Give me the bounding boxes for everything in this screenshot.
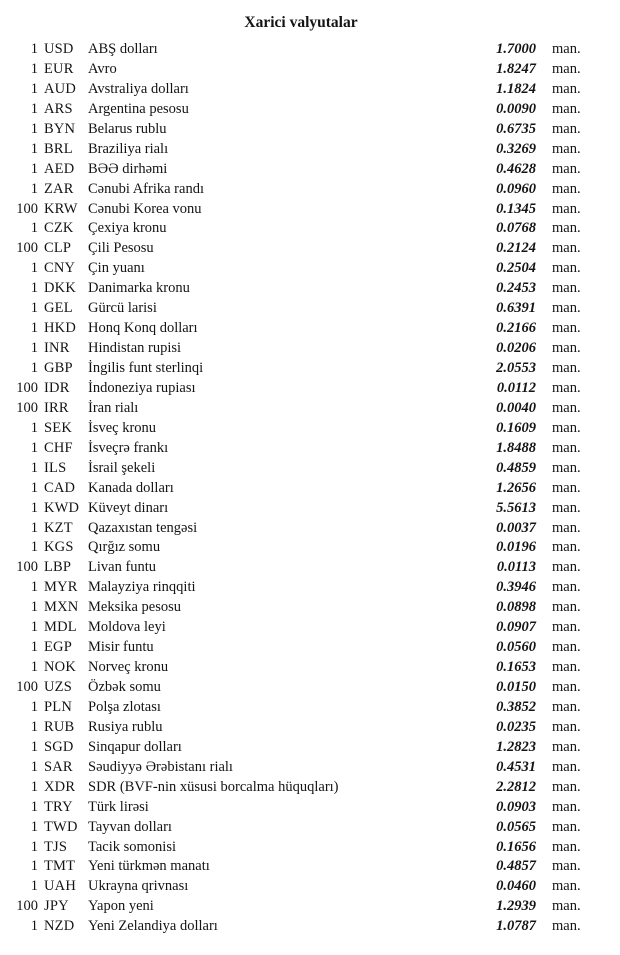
unit-label-cell: man.	[552, 340, 581, 357]
currency-name-cell: Belarus rublu	[88, 120, 167, 137]
table-row	[14, 180, 588, 200]
quantity-cell: 1	[30, 858, 38, 875]
currency-name-cell: Türk lirəsi	[88, 798, 149, 815]
currency-code-cell: ZAR	[44, 180, 74, 197]
rate-value-cell: 0.0112	[496, 379, 536, 396]
quantity-cell: 1	[30, 539, 38, 556]
currency-name-cell: İsveçrə frankı	[88, 439, 169, 456]
currency-code-cell: CZK	[44, 220, 74, 237]
table-row	[14, 479, 588, 499]
unit-label-cell: man.	[552, 758, 581, 775]
quantity-cell: 1	[30, 818, 38, 835]
unit-label-cell: man.	[552, 659, 581, 676]
table-row	[14, 439, 588, 459]
table-row	[14, 160, 588, 180]
unit-label-cell: man.	[552, 140, 581, 157]
currency-code-cell: IRR	[44, 399, 69, 416]
currency-name-cell: Qazaxıstan tengəsi	[88, 519, 198, 536]
rate-value-cell: 0.6735	[496, 120, 536, 137]
currency-name-cell: Tacik somonisi	[88, 838, 176, 855]
quantity-cell: 1	[30, 320, 38, 337]
quantity-cell: 1	[30, 758, 38, 775]
unit-label-cell: man.	[552, 878, 581, 895]
quantity-cell: 1	[30, 100, 38, 117]
currency-name-cell: Səudiyyə Ərəbistanı rialı	[88, 758, 233, 775]
quantity-cell: 1	[30, 499, 38, 516]
currency-name-cell: BƏƏ dirhəmi	[88, 160, 168, 177]
rate-value-cell: 1.8247	[496, 60, 536, 77]
unit-label-cell: man.	[552, 360, 581, 376]
currency-code-cell: GBP	[44, 360, 73, 376]
rate-value-cell: 0.2453	[496, 280, 536, 297]
rate-value-cell: 0.0150	[496, 679, 536, 695]
table-row	[14, 359, 588, 379]
rate-value-cell: 0.0196	[496, 539, 536, 556]
unit-label-cell: man.	[552, 459, 581, 476]
table-row	[14, 678, 588, 698]
rate-value-cell: 1.8488	[496, 439, 536, 456]
currency-name-cell: Yeni Zelandiya dolları	[88, 918, 218, 935]
currency-code-cell: PLN	[44, 698, 72, 715]
table-row	[14, 818, 588, 838]
currency-code-cell: RUB	[44, 718, 75, 735]
table-row	[14, 778, 588, 798]
rate-value-cell: 0.0235	[496, 718, 536, 735]
currency-code-cell: EUR	[44, 60, 74, 77]
rate-value-cell: 0.0037	[496, 519, 536, 536]
currency-code-cell: GEL	[44, 300, 73, 317]
rate-value-cell: 5.5613	[496, 499, 536, 516]
quantity-cell: 1	[30, 698, 38, 715]
unit-label-cell: man.	[552, 519, 581, 536]
table-row	[14, 100, 588, 120]
currency-code-cell: BRL	[44, 140, 73, 157]
currency-name-cell: Ukrayna qrivnası	[88, 878, 189, 895]
quantity-cell: 1	[30, 918, 38, 935]
quantity-cell: 100	[16, 559, 38, 576]
unit-label-cell: man.	[552, 260, 581, 277]
currency-name-cell: Malayziya rinqqiti	[88, 579, 196, 596]
currency-code-cell: UZS	[44, 679, 72, 695]
unit-label-cell: man.	[552, 738, 581, 755]
table-row	[14, 538, 588, 558]
rate-value-cell: 2.2812	[496, 778, 536, 795]
currency-name-cell: Honq Konq dolları	[88, 320, 198, 337]
quantity-cell: 1	[30, 160, 38, 177]
unit-label-cell: man.	[552, 100, 581, 117]
currency-name-cell: Misir funtu	[88, 639, 154, 656]
currency-code-cell: CLP	[44, 240, 72, 257]
currency-code-cell: UAH	[44, 878, 77, 895]
currency-name-cell: Braziliya rialı	[88, 140, 169, 157]
currency-code-cell: AUD	[44, 80, 77, 97]
currency-name-cell: ABŞ dolları	[88, 41, 158, 57]
quantity-cell: 1	[30, 639, 38, 656]
rate-value-cell: 0.1656	[496, 838, 536, 855]
quantity-cell: 1	[30, 878, 38, 895]
rate-value-cell: 0.3946	[496, 579, 536, 596]
rate-value-cell: 0.0768	[496, 220, 536, 237]
rate-value-cell: 0.0960	[496, 180, 536, 197]
rate-value-cell: 1.2823	[496, 738, 536, 755]
unit-label-cell: man.	[552, 160, 581, 177]
currency-name-cell: Avro	[88, 60, 117, 77]
rate-value-cell: 0.2504	[496, 260, 536, 277]
currency-code-cell: ARS	[44, 100, 73, 117]
table-row	[14, 459, 588, 479]
table-row	[14, 558, 588, 578]
quantity-cell: 1	[30, 260, 38, 277]
quantity-cell: 1	[30, 41, 38, 57]
quantity-cell: 1	[30, 798, 38, 815]
table-row	[14, 319, 588, 339]
quantity-cell: 1	[30, 220, 38, 237]
currency-name-cell: Danimarka kronu	[88, 280, 190, 297]
rate-value-cell: 0.0560	[496, 639, 536, 656]
quantity-cell: 1	[30, 180, 38, 197]
quantity-cell: 100	[16, 200, 38, 217]
unit-label-cell: man.	[552, 479, 581, 496]
unit-label-cell: man.	[552, 619, 581, 636]
currency-name-cell: İndoneziya rupiası	[88, 379, 196, 396]
rate-value-cell: 1.7000	[496, 41, 536, 57]
quantity-cell: 1	[30, 579, 38, 596]
quantity-cell: 100	[16, 679, 38, 695]
unit-label-cell: man.	[552, 798, 581, 815]
currency-name-cell: Küveyt dinarı	[88, 499, 169, 516]
table-row	[14, 259, 588, 279]
currency-name-cell: Tayvan dolları	[88, 818, 172, 835]
currency-name-cell: Hindistan rupisi	[88, 340, 182, 357]
currency-code-cell: NOK	[44, 659, 77, 676]
unit-label-cell: man.	[552, 120, 581, 137]
table-row	[14, 499, 588, 519]
rate-value-cell: 0.1345	[496, 200, 536, 217]
currency-name-cell: Meksika pesosu	[88, 599, 182, 616]
rate-value-cell: 0.0460	[496, 878, 536, 895]
table-row	[14, 718, 588, 738]
rate-value-cell: 0.0903	[496, 798, 536, 815]
table-row	[14, 120, 588, 140]
rate-value-cell: 0.0206	[496, 340, 536, 357]
table-row	[14, 798, 588, 818]
quantity-cell: 1	[30, 659, 38, 676]
rate-value-cell: 0.6391	[496, 300, 536, 317]
rate-value-cell: 0.0898	[496, 599, 536, 616]
currency-name-cell: Kanada dolları	[88, 479, 174, 496]
unit-label-cell: man.	[552, 918, 581, 935]
table-row	[14, 40, 588, 60]
currency-name-cell: Çili Pesosu	[88, 240, 154, 257]
rate-value-cell: 0.4531	[496, 758, 536, 775]
unit-label-cell: man.	[552, 180, 581, 197]
currency-code-cell: SEK	[44, 419, 72, 436]
table-row	[14, 200, 588, 220]
rate-value-cell: 1.0787	[496, 918, 536, 935]
currency-code-cell: TMT	[44, 858, 76, 875]
table-row	[14, 698, 588, 718]
currency-code-cell: MYR	[44, 579, 78, 596]
currency-name-cell: Cənubi Korea vonu	[88, 200, 202, 217]
currency-name-cell: Yapon yeni	[88, 898, 154, 915]
currency-code-cell: KRW	[44, 200, 78, 217]
unit-label-cell: man.	[552, 280, 581, 297]
currency-name-cell: Gürcü larisi	[88, 300, 157, 317]
currency-code-cell: INR	[44, 340, 70, 357]
quantity-cell: 1	[30, 599, 38, 616]
currency-code-cell: ILS	[44, 459, 67, 476]
unit-label-cell: man.	[552, 499, 581, 516]
quantity-cell: 1	[30, 838, 38, 855]
rate-value-cell: 0.1653	[496, 659, 536, 676]
table-row	[14, 80, 588, 100]
table-row	[14, 239, 588, 259]
table-row	[14, 877, 588, 897]
unit-label-cell: man.	[552, 818, 581, 835]
table-row	[14, 578, 588, 598]
currency-code-cell: CAD	[44, 479, 76, 496]
table-row	[14, 140, 588, 160]
rate-value-cell: 2.0553	[496, 360, 536, 376]
currency-name-cell: Çexiya kronu	[88, 220, 167, 237]
rate-value-cell: 0.3269	[496, 140, 536, 157]
quantity-cell: 1	[30, 519, 38, 536]
rate-value-cell: 0.2124	[496, 240, 536, 257]
currency-name-cell: İran rialı	[88, 399, 139, 416]
rate-value-cell: 0.4859	[496, 459, 536, 476]
table-row	[14, 339, 588, 359]
quantity-cell: 1	[30, 718, 38, 735]
quantity-cell: 1	[30, 738, 38, 755]
unit-label-cell: man.	[552, 399, 581, 416]
currency-name-cell: Cənubi Afrika randı	[88, 180, 204, 197]
quantity-cell: 1	[30, 778, 38, 795]
quantity-cell: 100	[16, 399, 38, 416]
currency-name-cell: Norveç kronu	[88, 659, 169, 676]
currency-name-cell: Özbək somu	[88, 679, 161, 695]
currency-code-cell: CNY	[44, 260, 76, 277]
quantity-cell: 1	[30, 120, 38, 137]
rate-value-cell: 1.1824	[496, 80, 536, 97]
unit-label-cell: man.	[552, 220, 581, 237]
currency-code-cell: KWD	[44, 499, 80, 516]
rate-value-cell: 0.3852	[496, 698, 536, 715]
quantity-cell: 1	[30, 459, 38, 476]
rate-value-cell: 0.0565	[496, 818, 536, 835]
table-row	[14, 519, 588, 539]
currency-code-cell: KZT	[44, 519, 73, 536]
currency-name-cell: İngilis funt sterlinqi	[88, 360, 204, 376]
quantity-cell: 1	[30, 340, 38, 357]
quantity-cell: 1	[30, 619, 38, 636]
page-title: Xarici valyutalar	[244, 14, 358, 31]
currency-name-cell: İsrail şekeli	[88, 459, 156, 476]
unit-label-cell: man.	[552, 858, 581, 875]
currency-code-cell: LBP	[44, 559, 72, 576]
unit-label-cell: man.	[552, 778, 581, 795]
currency-code-cell: BYN	[44, 120, 76, 137]
unit-label-cell: man.	[552, 698, 581, 715]
currency-name-cell: İsveç kronu	[88, 419, 157, 436]
rate-value-cell: 0.4857	[496, 858, 536, 875]
unit-label-cell: man.	[552, 379, 581, 396]
unit-label-cell: man.	[552, 838, 581, 855]
rate-value-cell: 0.0090	[496, 100, 536, 117]
unit-label-cell: man.	[552, 639, 581, 656]
currency-name-cell: Rusiya rublu	[88, 718, 163, 735]
currency-code-cell: EGP	[44, 639, 72, 656]
currency-name-cell: Yeni türkmən manatı	[88, 858, 210, 875]
table-row	[14, 598, 588, 618]
currency-code-cell: IDR	[44, 379, 70, 396]
rate-value-cell: 0.1609	[496, 419, 536, 436]
table-row	[14, 738, 588, 758]
currency-code-cell: TJS	[44, 838, 68, 855]
rate-value-cell: 0.0113	[496, 559, 536, 576]
currency-code-cell: XDR	[44, 778, 76, 795]
table-row	[14, 60, 588, 80]
unit-label-cell: man.	[552, 898, 581, 915]
table-row	[14, 658, 588, 678]
quantity-cell: 1	[30, 140, 38, 157]
rate-value-cell: 0.0040	[496, 399, 536, 416]
unit-label-cell: man.	[552, 80, 581, 97]
currency-code-cell: SGD	[44, 738, 74, 755]
unit-label-cell: man.	[552, 200, 581, 217]
quantity-cell: 1	[30, 80, 38, 97]
currency-code-cell: SAR	[44, 758, 73, 775]
currency-code-cell: TWD	[44, 818, 78, 835]
unit-label-cell: man.	[552, 240, 581, 257]
table-row	[14, 419, 588, 439]
table-row	[14, 379, 588, 399]
quantity-cell: 100	[16, 240, 38, 257]
quantity-cell: 1	[30, 60, 38, 77]
currency-name-cell: Polşa zlotası	[88, 698, 161, 715]
unit-label-cell: man.	[552, 41, 581, 57]
table-row	[14, 279, 588, 299]
currency-code-cell: MDL	[44, 619, 77, 636]
unit-label-cell: man.	[552, 60, 581, 77]
currency-name-cell: Avstraliya dolları	[88, 80, 189, 97]
table-row	[14, 758, 588, 778]
quantity-cell: 1	[30, 280, 38, 297]
table-row	[14, 618, 588, 638]
quantity-cell: 1	[30, 360, 38, 376]
currency-name-cell: Sinqapur dolları	[88, 738, 182, 755]
rate-value-cell: 0.2166	[496, 320, 536, 337]
unit-label-cell: man.	[552, 559, 581, 576]
unit-label-cell: man.	[552, 300, 581, 317]
unit-label-cell: man.	[552, 599, 581, 616]
rate-value-cell: 0.0907	[496, 619, 536, 636]
rate-value-cell: 0.4628	[496, 160, 536, 177]
currency-code-cell: HKD	[44, 320, 77, 337]
table-row	[14, 917, 588, 937]
quantity-cell: 100	[16, 898, 38, 915]
currency-name-cell: Moldova leyi	[88, 619, 166, 636]
unit-label-cell: man.	[552, 439, 581, 456]
currency-name-cell: Qırğız somu	[88, 539, 161, 556]
table-row	[14, 399, 588, 419]
quantity-cell: 1	[30, 300, 38, 317]
table-row	[14, 897, 588, 917]
unit-label-cell: man.	[552, 679, 581, 695]
unit-label-cell: man.	[552, 718, 581, 735]
table-row	[14, 219, 588, 239]
currency-name-cell: Argentina pesosu	[88, 100, 189, 117]
quantity-cell: 100	[16, 379, 38, 396]
quantity-cell: 1	[30, 419, 38, 436]
table-row	[14, 299, 588, 319]
quantity-cell: 1	[30, 479, 38, 496]
rate-value-cell: 1.2656	[496, 479, 536, 496]
table-row	[14, 838, 588, 858]
currency-code-cell: NZD	[44, 918, 75, 935]
unit-label-cell: man.	[552, 419, 581, 436]
unit-label-cell: man.	[552, 539, 581, 556]
unit-label-cell: man.	[552, 579, 581, 596]
currency-code-cell: MXN	[44, 599, 79, 616]
currency-name-cell: Livan funtu	[88, 559, 157, 576]
quantity-cell: 1	[30, 439, 38, 456]
currency-code-cell: JPY	[44, 898, 69, 915]
currency-code-cell: DKK	[44, 280, 77, 297]
currency-name-cell: SDR (BVF-nin xüsusi borcalma hüquqları)	[88, 778, 339, 795]
rate-value-cell: 1.2939	[496, 898, 536, 915]
unit-label-cell: man.	[552, 320, 581, 337]
currency-code-cell: CHF	[44, 439, 73, 456]
currency-code-cell: USD	[44, 41, 74, 57]
table-row	[14, 857, 588, 877]
table-row	[14, 638, 588, 658]
currency-name-cell: Çin yuanı	[88, 260, 145, 277]
currency-code-cell: AED	[44, 160, 75, 177]
currency-code-cell: KGS	[44, 539, 74, 556]
currency-code-cell: TRY	[44, 798, 73, 815]
rates-table	[14, 40, 588, 937]
